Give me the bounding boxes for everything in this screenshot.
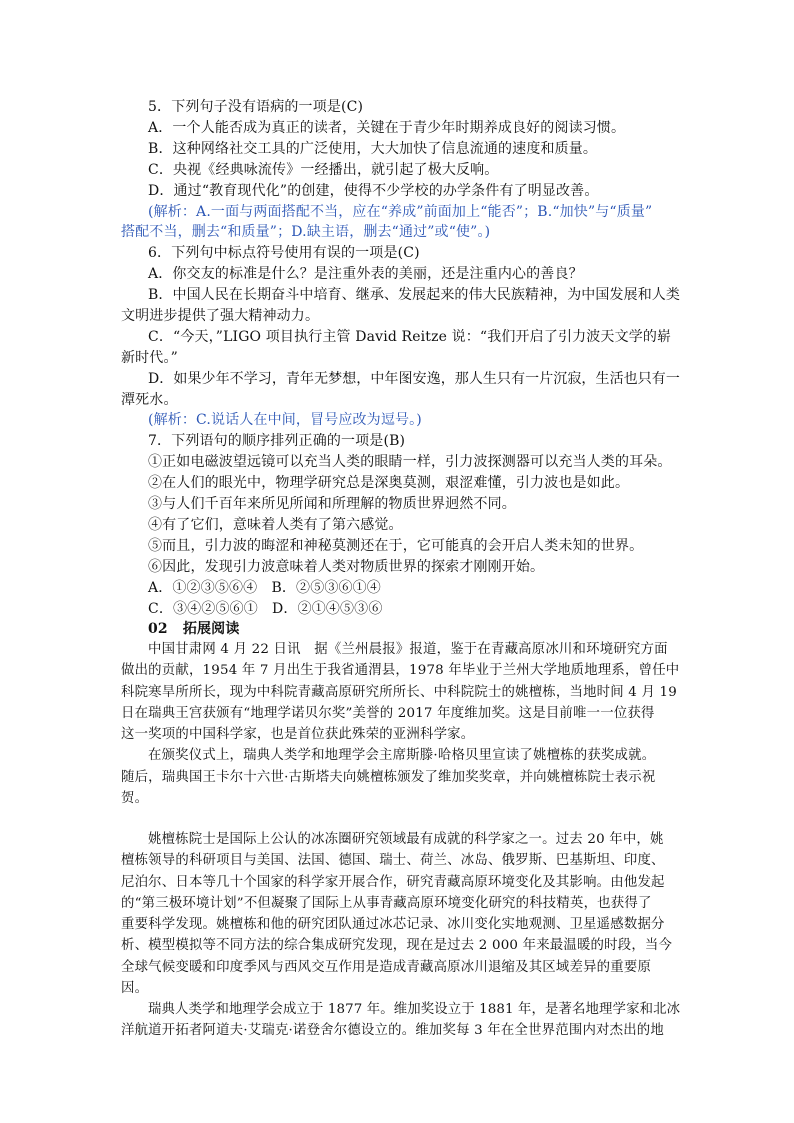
q5-option-a: A．一个人能否成为真正的读者，关键在于青少年时期养成良好的阅读习惯。 (148, 120, 626, 136)
q5-analysis-line1: (解析：A.一面与两面搭配不当，应在“养成”前面加上“能否”；B.“加快”与“质量” (148, 204, 653, 220)
q7-sentence-1: ①正如电磁波望远镜可以充当人类的眼睛一样，引力波探测器可以充当人类的耳朵。 (148, 454, 672, 470)
q7-sentence-4: ④有了它们，意味着人类有了第六感觉。 (148, 517, 403, 533)
q7-sentence-3: ③与人们千百年来所见所闻和所理解的物质世界迥然不同。 (148, 496, 516, 512)
q5-option-c: C．央视《经典咏流传》一经播出，就引起了极大反响。 (148, 162, 499, 178)
article-line: 的“第三极环境计划”不但凝聚了国际上从事青藏高原环境变化研究的科技精英，也获得了 (121, 896, 652, 911)
q5-option-b: B．这种网络社交工具的广泛使用，大大加快了信息流通的速度和质量。 (148, 141, 598, 157)
section-heading (148, 619, 239, 639)
article-line: 檀栋领导的科研项目与美国、法国、德国、瑞士、荷兰、冰岛、俄罗斯、巴基斯坦、印度、 (121, 853, 665, 868)
q6-stem: 6．下列句中标点符号使用有误的一项是(C) (148, 245, 420, 261)
article-line: 做出的贡献，1954 年 7 月出生于我省通渭县，1978 年毕业于兰州大学地质地理系，曾任中 (121, 663, 680, 678)
q7-sentence-6: ⑥因此，发现引力波意味着人类对物质世界的探索才刚刚开始。 (148, 559, 545, 575)
article-line: 重要科学发现。姚檀栋和他的研究团队通过冰芯记录、冰川变化实地观测、卫星遥感数据分 (121, 917, 665, 932)
q7-sentence-2: ②在人们的眼光中，物理学研究总是深奥莫测，艰涩难懂，引力波也是如此。 (148, 475, 630, 491)
q7-choices-ab: A．①②③⑤⑥④ B．②⑤③⑥①④ (148, 580, 381, 596)
article-line: 洋航道开拓者阿道夫·艾瑞克·诺登舍尔德设立的。维加奖每 3 年在全世界范围内对杰出的地 (121, 1023, 664, 1038)
q5-option-d: D．通过“教育现代化”的创建，使得不少学校的办学条件有了明显改善。 (148, 183, 599, 199)
q6-option-b-cont: 文明进步提供了强大精神动力。 (121, 308, 320, 324)
q5-stem: 5．下列句子没有语病的一项是(C) (148, 99, 364, 115)
q6-option-b: B．中国人民在长期奋斗中培育、继承、发展起来的伟大民族精神，为中国发展和人类 (148, 287, 680, 303)
article-line: 在颁奖仪式上，瑞典人类学和地理学会主席斯滕·哈格贝里宣读了姚檀栋的获奖成就。 (148, 748, 656, 763)
q6-option-c-cont: 新时代。” (121, 350, 178, 366)
q6-option-c: C．“今天，”LIGO 项目执行主管 David Reitze 说：“我们开启了引力波天文学的崭 (148, 329, 672, 345)
article-line: 姚檀栋院士是国际上公认的冰冻圈研究领域最有成就的科学家之一。过去 20 年中，姚 (148, 832, 664, 847)
q7-choices-cd: C．③④②⑤⑥① D．②①④⑤③⑥ (148, 601, 383, 617)
q5-analysis-line2: 搭配不当，删去“和质量”；D.缺主语，删去“通过”或“使”。) (121, 224, 491, 240)
q6-option-a: A．你交友的标准是什么？是注重外表的美丽，还是注重内心的善良？ (148, 266, 583, 282)
article-line: 析、模型模拟等不同方法的综合集成研究发现，现在是过去 2 000 年来最温暖的时段，当今 (121, 938, 673, 953)
q6-analysis: (解析：C.说话人在中间，冒号应改为逗号。) (148, 412, 422, 428)
article-line: 随后，瑞典国王卡尔十六世·古斯塔夫向姚檀栋颁发了维加奖奖章，并向姚檀栋院士表示祝 (121, 770, 656, 785)
q6-option-d-cont: 潭死水。 (121, 392, 178, 408)
article-line: 这一奖项的中国科学家，也是首位获此殊荣的亚洲科学家。 (121, 727, 475, 742)
article-line: 瑞典人类学和地理学会成立于 1877 年。维加奖设立于 1881 年，是著名地理学家和北冰 (148, 1002, 681, 1017)
article-line: 因。 (121, 981, 149, 996)
section-title: 拓展阅读 (182, 621, 240, 637)
article-line: 科院寒旱所所长，现为中科院青藏高原研究所所长、中科院院士的姚檀栋，当地时间 4 月 19 (121, 685, 677, 700)
article-line: 贺。 (121, 791, 149, 806)
q6-option-d: D．如果少年不学习，青年无梦想，中年图安逸，那人生只有一片沉寂，生活也只有一 (148, 371, 680, 387)
article-line: 尼泊尔、日本等几十个国家的科学家开展合作，研究青藏高原环境变化及其影响。由他发起 (121, 875, 665, 890)
q7-sentence-5: ⑤而且，引力波的晦涩和神秘莫测还在于，它可能真的会开启人类未知的世界。 (148, 538, 644, 554)
article-line: 全球气候变暖和印度季风与西风交互作用是造成青藏高原冰川退缩及其区域差异的重要原 (121, 960, 652, 975)
article-line: 日在瑞典王宫获颁有“地理学诺贝尔奖”美誉的 2017 年度维加奖。这是目前唯一一位获得 (121, 706, 655, 721)
section-number: 02 (148, 621, 168, 637)
article-line: 中国甘肃网 4 月 22 日讯 据《兰州晨报》报道，鉴于在青藏高原冰川和环境研究方面 (148, 642, 668, 657)
q7-stem: 7．下列语句的顺序排列正确的一项是(B) (148, 433, 406, 449)
